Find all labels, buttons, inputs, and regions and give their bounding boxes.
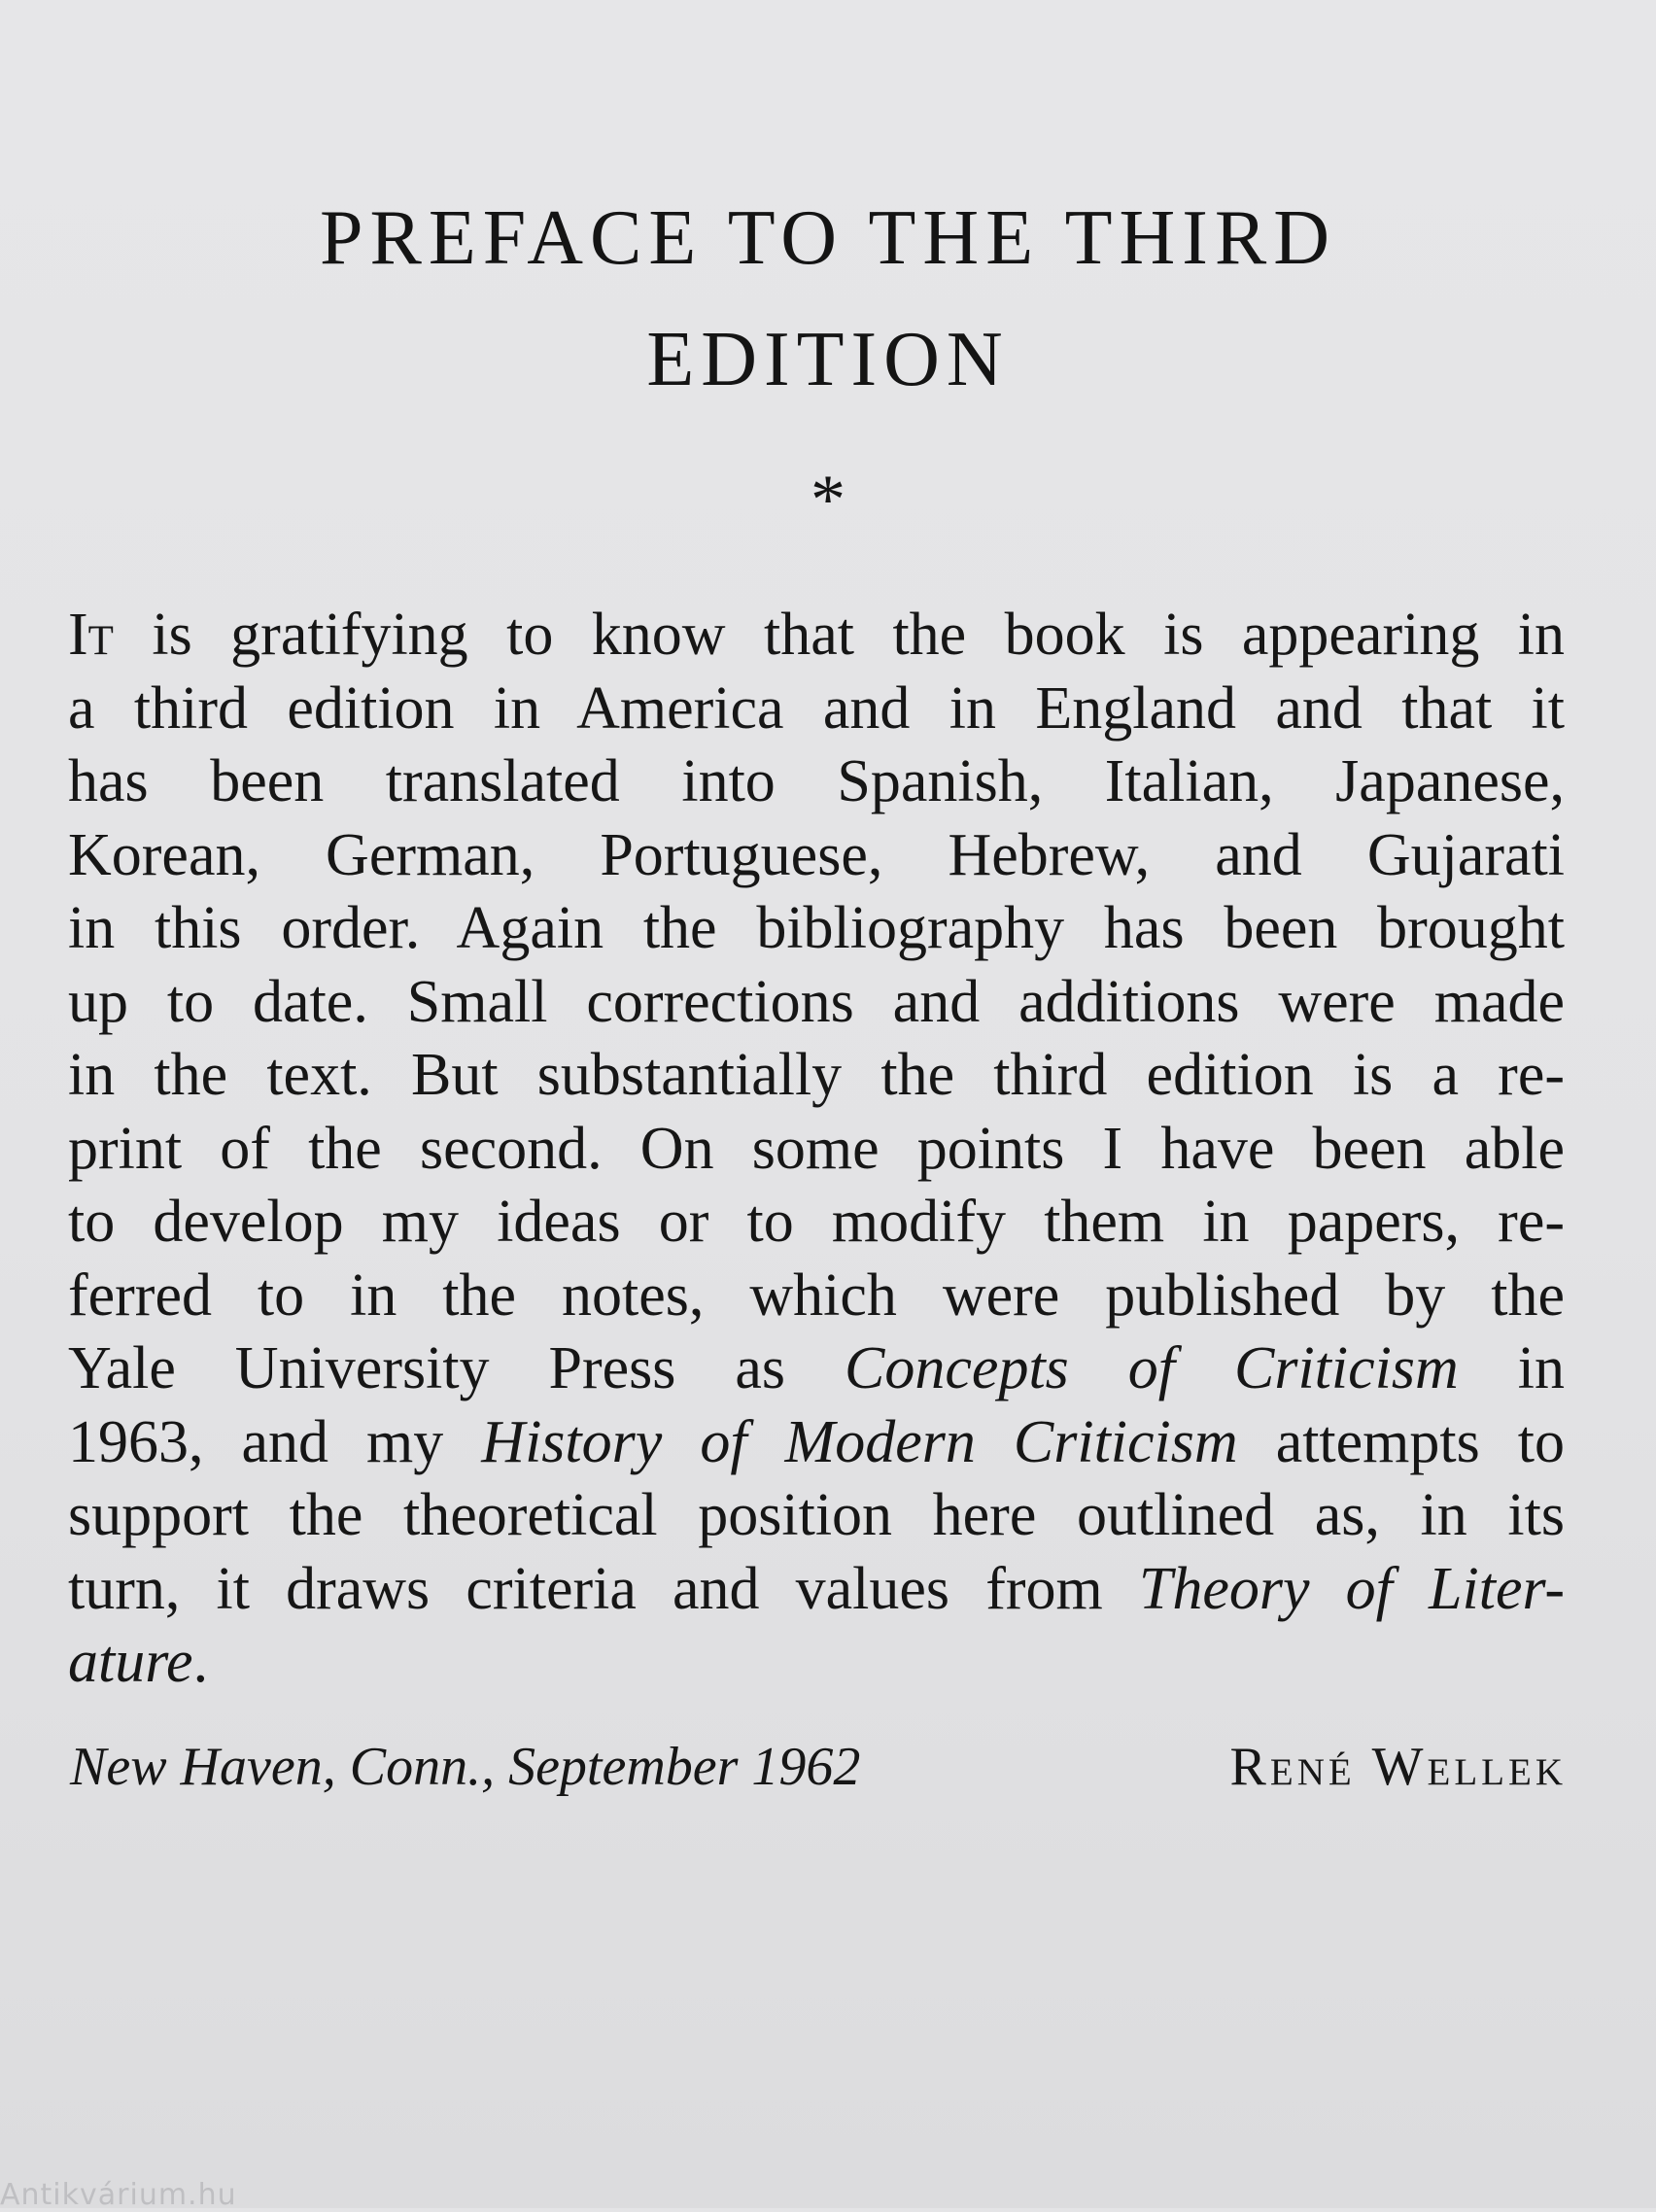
author-signature: René Wellek <box>1229 1737 1567 1797</box>
watermark-text: Antikvárium.hu <box>0 2178 237 2212</box>
body-text-run: print of the second. On some points I have been able <box>68 1115 1565 1182</box>
body-text-run: has been translated into Spanish, Italian, Japanese, <box>68 748 1565 814</box>
body-text-run: support the theoretical position here outlined as, in its <box>68 1482 1565 1548</box>
body-text-run: Yale University Press as <box>68 1335 845 1401</box>
body-line <box>68 674 1565 742</box>
body-text-run: attempts to <box>1237 1408 1565 1475</box>
body-line <box>68 1335 1565 1401</box>
body-line <box>68 748 1565 814</box>
body-line <box>68 1555 1566 1622</box>
body-line <box>68 821 1565 888</box>
italic-title-text: ature <box>68 1629 193 1695</box>
preface-title-line-1: PREFACE TO THE THIRD <box>319 195 1337 281</box>
body-text-run: is gratifying to know that the book is appearing in <box>113 602 1565 668</box>
preface-title-line-2: EDITION <box>646 317 1010 402</box>
body-text-run: . <box>192 1629 209 1695</box>
body-text-run: ferred to in the notes, which were published by the <box>68 1262 1565 1329</box>
body-text-run: up to date. Small corrections and additions were made <box>68 968 1565 1035</box>
body-text-run: 1963, and my <box>68 1408 482 1475</box>
body-line <box>68 1189 1565 1255</box>
body-text-run: to develop my ideas or to modify them in papers, re- <box>68 1189 1565 1255</box>
body-line <box>68 1262 1565 1329</box>
opening-word: It <box>68 602 114 668</box>
asterisk-ornament: * <box>811 461 845 538</box>
body-text-run: a third edition in America and in England and that it <box>68 674 1565 742</box>
body-text-run: in this order. Again the bibliography has been brought <box>68 895 1565 961</box>
body-line <box>68 1042 1565 1108</box>
body-line <box>68 968 1565 1035</box>
italic-title-text: Concepts of Criticism <box>845 1335 1459 1401</box>
body-text-run: turn, it draws criteria and values from <box>68 1555 1139 1622</box>
italic-title-text: Theory of Liter- <box>1138 1555 1566 1622</box>
body-line <box>68 1482 1565 1548</box>
place-and-date: New Haven, Conn., September 1962 <box>70 1737 861 1797</box>
body-line <box>68 602 1565 668</box>
body-text-run: Korean, German, Portuguese, Hebrew, and Gujarati <box>68 821 1565 888</box>
italic-title-text: History of Modern Criticism <box>481 1408 1238 1475</box>
body-line <box>68 895 1565 961</box>
body-text-run: in the text. But substantially the third edition is a re- <box>68 1042 1565 1108</box>
body-line <box>68 1115 1565 1182</box>
body-line <box>68 1408 1565 1475</box>
body-line <box>68 1629 1565 1695</box>
body-text-run: in <box>1458 1335 1565 1401</box>
